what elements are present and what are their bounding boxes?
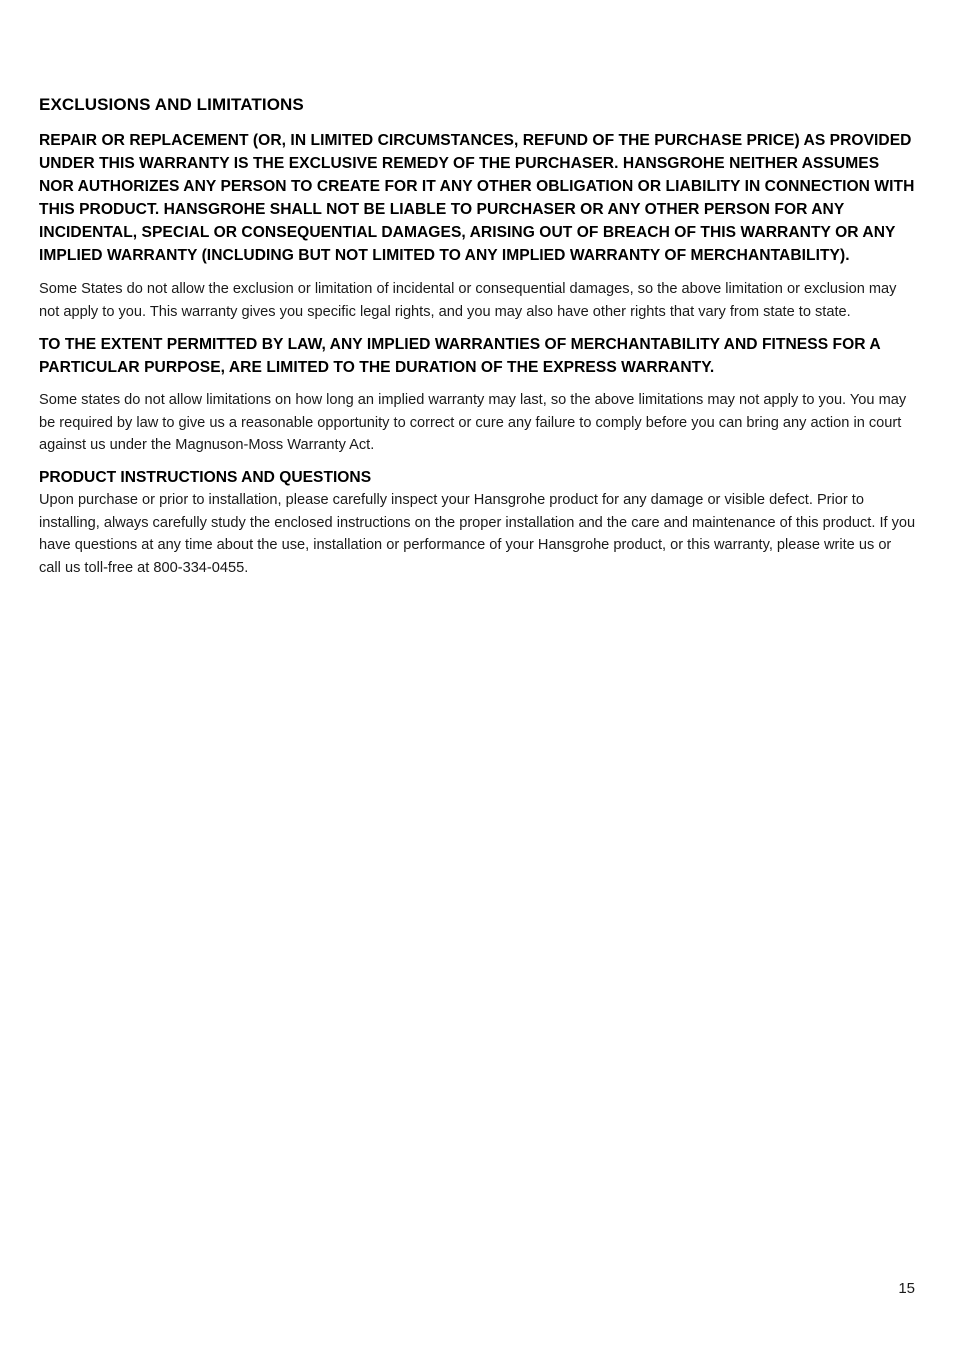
section-heading-exclusions: EXCLUSIONS AND LIMITATIONS xyxy=(39,95,304,114)
exclusive-remedy-paragraph: REPAIR OR REPLACEMENT (OR, IN LIMITED CIRCUMSTANCES, REFUND OF THE PURCHASE PRICE) AS PROVIDED UNDER THIS WARRANTY IS THE EXCLUSIVE REMEDY OF THE PURCHASER. HANSGROHE NEITHER ASSUMES NOR AUTHORIZES ANY PERSON TO CREATE FOR IT ANY OTHER OBLIGATION OR LIABILITY IN CONNECTION WITH THIS PRODUCT. HANSGROHE SHALL NOT BE LIABLE TO PURCHASER OR ANY OTHER PERSON FOR ANY INCIDENTAL, SPECIAL OR CONSEQUENTIAL DAMAGES, ARISING OUT OF BREACH OF THIS WARRANTY OR ANY IMPLIED WARRANTY (INCLUDING BUT NOT LIMITED TO ANY IMPLIED WARRANTY OF MERCHANTABILITY). xyxy=(39,132,915,264)
section-heading-instructions: PRODUCT INSTRUCTIONS AND QUESTIONS xyxy=(39,468,372,486)
state-law-paragraph: Some States do not allow the exclusion or limitation of incidental or consequential damages, so the above limitation or exclusion may not apply to you. This warranty gives you specific legal rights, and you may also have other rights that vary from state to state. xyxy=(39,281,897,320)
document-page xyxy=(39,94,917,579)
implied-warranty-limit-paragraph: TO THE EXTENT PERMITTED BY LAW, ANY IMPLIED WARRANTIES OF MERCHANTABILITY AND FITNESS FOR A PARTICULAR PURPOSE, ARE LIMITED TO THE DURATION OF THE EXPRESS WARRANTY. xyxy=(39,336,881,377)
page-number: 15 xyxy=(898,1280,915,1297)
instructions-paragraph: Upon purchase or prior to installation, please carefully inspect your Hansgrohe product for any damage or visible defect. Prior to installing, always carefully study the enclosed instructions on the proper installation and the care and maintenance of this product. If you have questions at any time about the use, installation or performance of your Hansgrohe product, or this warranty, please write us or call us toll-free at 800-334-0455. xyxy=(39,491,916,576)
implied-warranty-duration-paragraph: Some states do not allow limitations on how long an implied warranty may last, so the above limitations may not apply to you. You may be required by law to give us a reasonable opportunity to correct or cure any failure to comply before you can bring any action in court against us under the Magnuson-Moss Warranty Act. xyxy=(39,392,907,454)
